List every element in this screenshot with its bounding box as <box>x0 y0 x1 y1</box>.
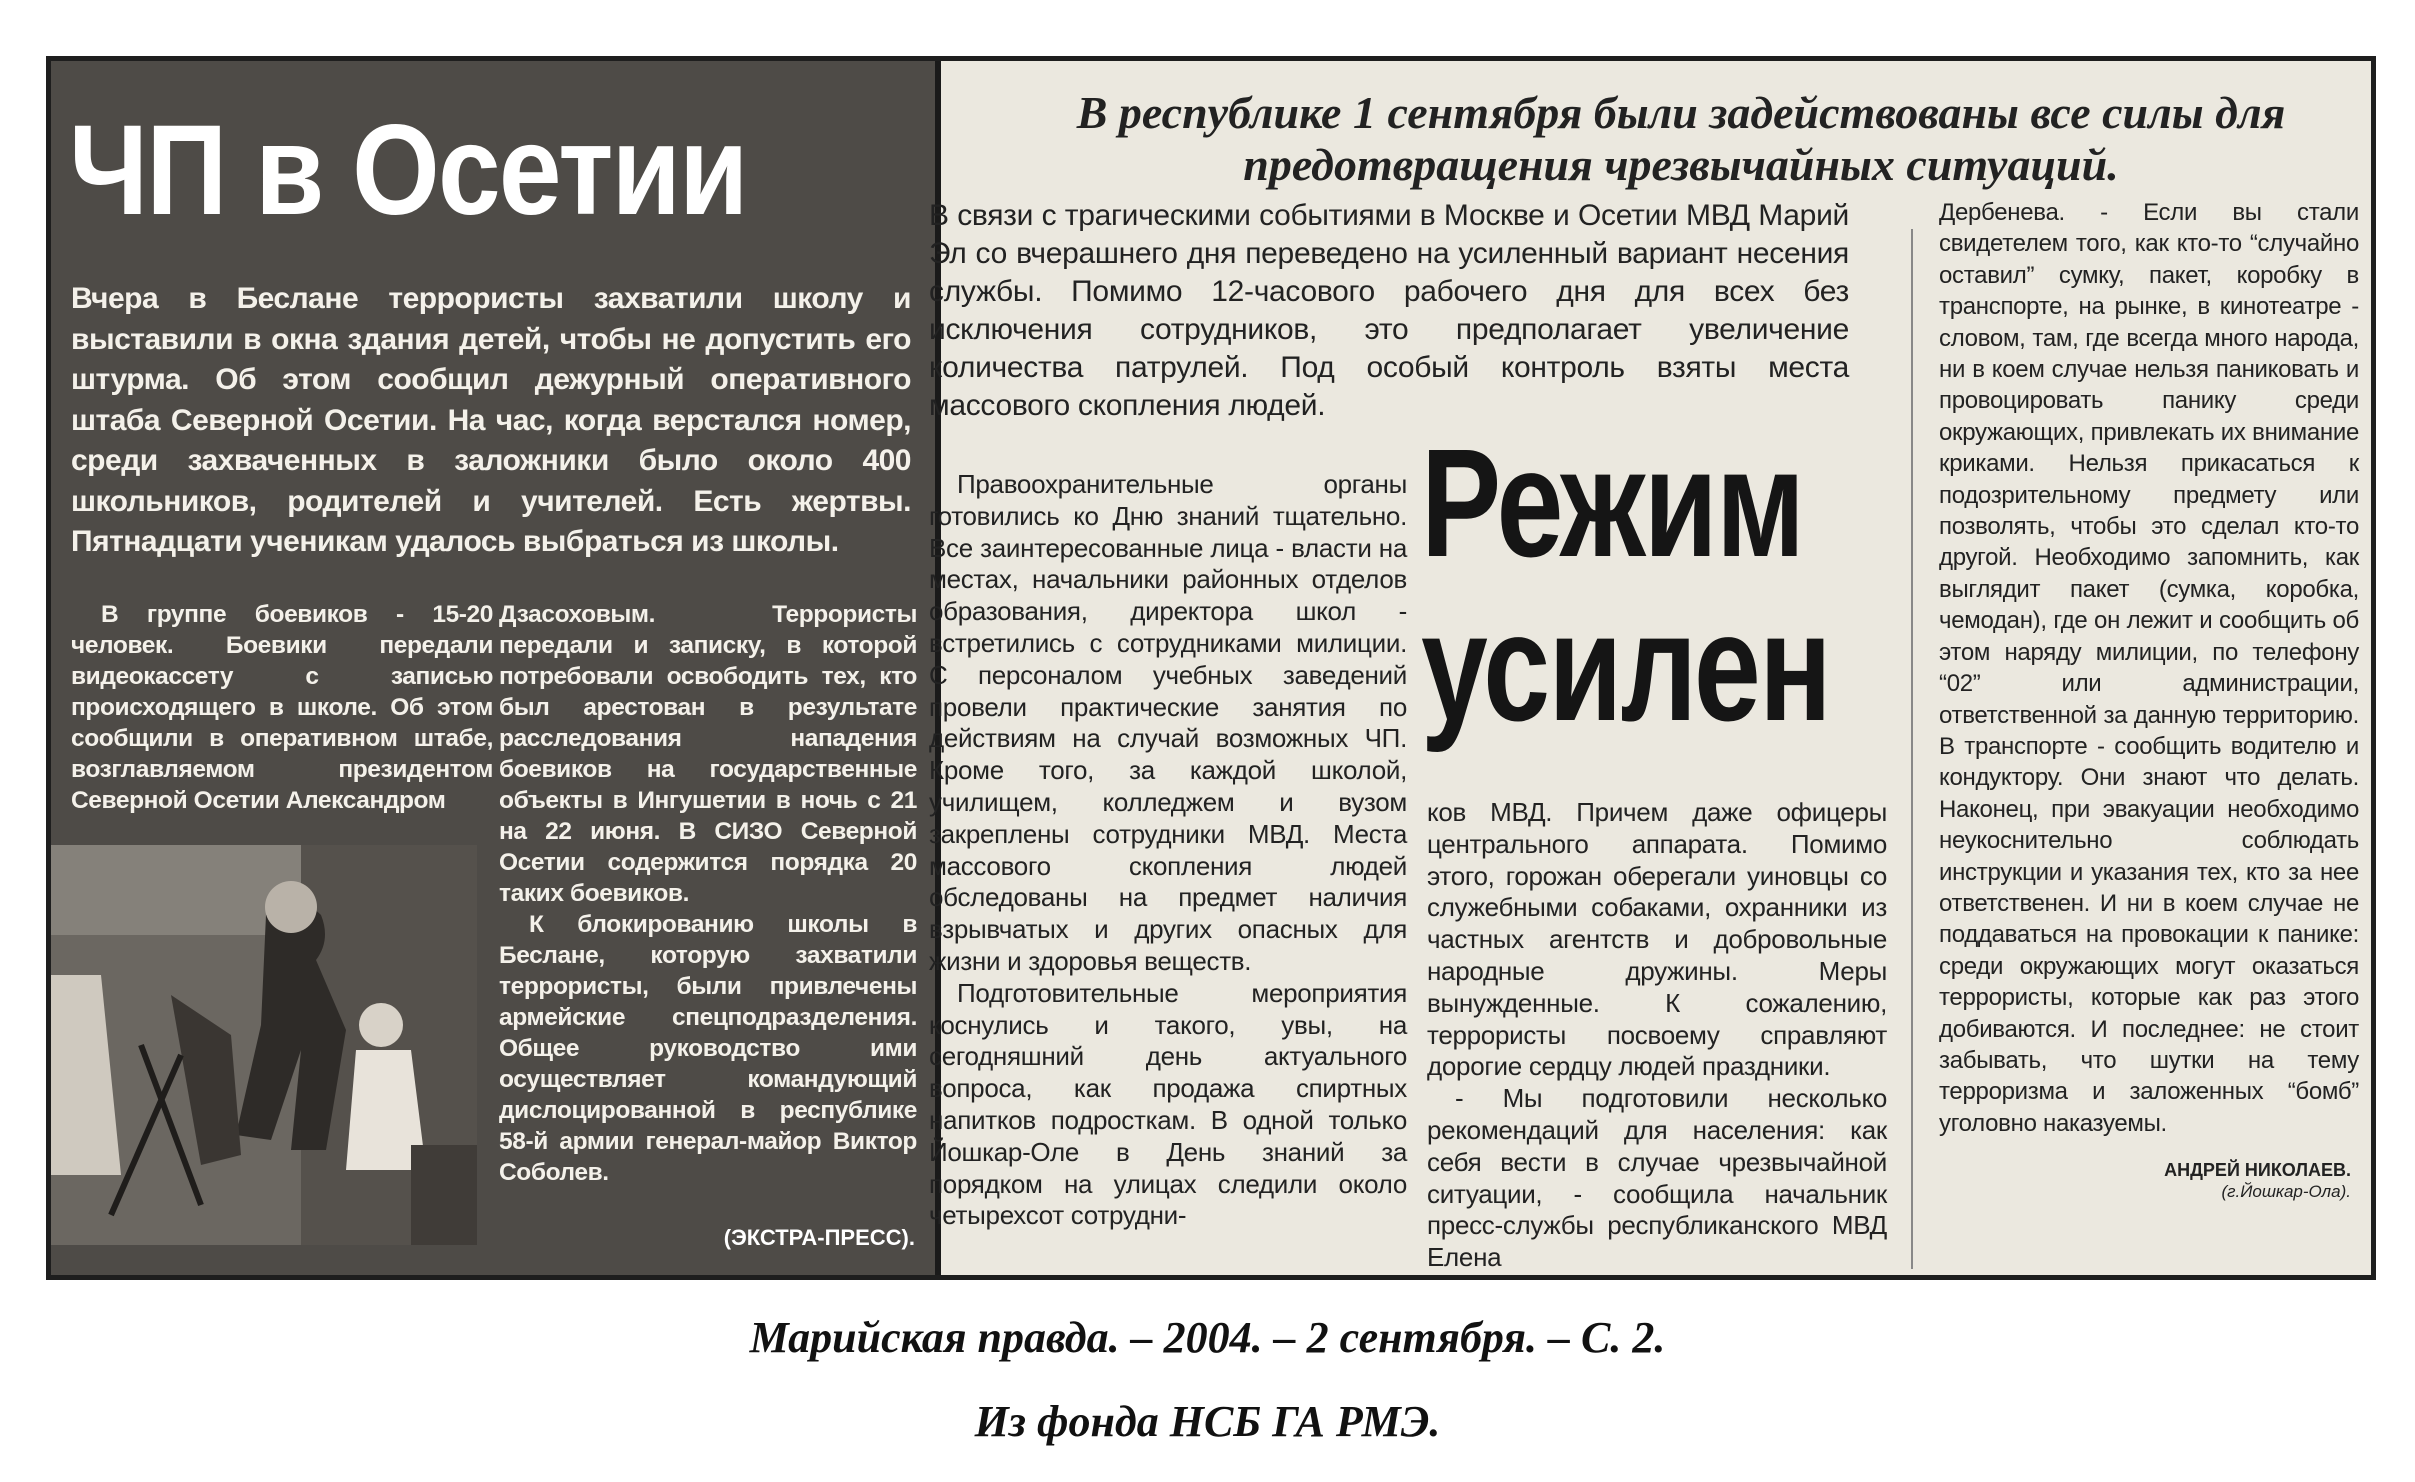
right-article-column-c <box>1939 197 2359 1139</box>
right-article-col-a-paragraph-2: Подготовительные мероприятия коснулись и такого, увы, на сегодняшний день актуального вопроса, как продажа спиртных напитков подросткам. В одной только Йошкар-Оле в День знаний за порядком на улицах следили около четырехсот сотрудни- <box>929 977 1407 1231</box>
news-photo-image <box>51 845 477 1245</box>
left-article-lead: Вчера в Беслане террористы захватили школу и выставили в окна здания детей, чтобы не допустить его штурма. Об этом сообщил дежурный оперативного штаба Северной Осетии. На час, когда верстался номер, среди захваченных в заложники было около 400 школьников, родителей и учителей. Есть жертвы. Пятнадцати ученикам удалось выбраться из школы. <box>71 282 911 558</box>
left-article-source: (ЭКСТРА-ПРЕСС). <box>723 1225 915 1250</box>
right-article-headline-line-2: усилен <box>1421 581 1831 753</box>
newspaper-clipping <box>46 56 2376 1280</box>
right-article-signature <box>2164 1159 2351 1203</box>
left-article-column-2 <box>499 599 917 1188</box>
right-article-col-b-paragraph-2: - Мы подготовили несколько рекомендаций для населения: как себя вести в случае чрезвычайной ситуации, - сообщила начальник пресс-службы республиканского МВД Елена <box>1427 1083 1887 1273</box>
right-article-col-a-paragraph-1: Правоохранительные органы готовились ко Дню знаний тщательно. Все заинтересованные лица - власти на местах, начальники районных отделов образования, директора школ - встретились с сотрудниками милиции. С персоналом учебных заведений провели практические занятия по действиям на случай возможных ЧП. Кроме того, за каждой школой, училищем, колледжем и вузом закреплены сотрудники МВД. Места массового скопления людей обследованы на предмет наличия взрывчатых и других опасных для жизни и здоровья веществ. <box>929 469 1407 976</box>
right-article-intro-text: В связи с трагическими событиями в Москве и Осетии МВД Марий Эл со вчерашнего дня переведено на усиленный вариант несения службы. Помимо 12-часового рабочего дня для всех без исключения сотрудников, это предполагает увеличение количества патрулей. Под особый контроль взяты места массового скопления людей. <box>929 199 1849 422</box>
left-article-column-1 <box>71 599 493 816</box>
right-article-headline-line-1: Режим <box>1421 417 1804 589</box>
caption-citation: Марийская правда. – 2004. – 2 сентября. – С. 2. <box>749 1313 1666 1362</box>
author-place: (г.Йошкар-Ола). <box>2221 1182 2351 1201</box>
right-article-intro <box>929 197 1849 425</box>
author-name: АНДРЕЙ НИКОЛАЕВ. <box>2164 1160 2351 1180</box>
column-divider <box>1911 229 1913 1269</box>
right-article-column-a <box>929 469 1407 1232</box>
right-article-column-b <box>1427 797 1887 1274</box>
left-article-col1-text: В группе боевиков - 15-20 человек. Боевики передали видеокассету с записью происходящего в школе. Об этом сообщили в оперативном штабе, возглавляемом президентом Северной Осетии Александром <box>71 601 493 814</box>
right-article-headline <box>1421 417 1873 753</box>
caption-archive: Из фонда НСБ ГА РМЭ. <box>974 1397 1441 1446</box>
left-article <box>51 61 941 1275</box>
right-article-col-b-paragraph-1: ков МВД. Причем даже офицеры центрального аппарата. Помимо этого, горожан оберегали уиновцы со служебными собаками, охранники из частных агентств и добровольные народные дружины. Меры вынужденные. К сожалению, террористы посвоему справляют дорогие сердцу людей праздники. <box>1427 797 1887 1082</box>
right-article-col-c-text: Дербенева. - Если вы стали свидетелем того, как кто-то “случайно оставил” сумку, пакет, коробку в транспорте, на рынке, в кинотеатре - словом, там, где всегда много народа, ни в коем случае нельзя паниковать и провоцировать панику среди окружающих, привлекать их внимание криками. Нельзя прикасаться к подозрительному предмету или позволять, чтобы это сделал кто-то другой. Необходимо запомнить, как выглядит пакет (сумка, коробка, чемодан), где он лежит и сообщить об этом наряду милиции, по телефону “02” или администрации, ответственной за данную территорию. В транспорте - сообщить водителю и кондуктору. Они знают что делать. Наконец, при эвакуации необходимо неукоснительно соблюдать инструкции и указания тех, кто за нее ответственен. И ни в коем случае не поддаваться на провокации к панике: среди окружающих могут оказаться террористы, которые как раз этого добиваются. И последнее: не стоит забывать, что шутки на тему терроризма и заложенных “бомб” уголовно наказуемы. <box>1939 199 2359 1137</box>
right-article-subheadline: В республике 1 сентября были задействованы все силы для предотвращения чрезвычайных ситуаций. <box>1076 87 2286 190</box>
left-article-col2-paragraph-1: Дзасоховым. Террористы передали и записку, в которой потребовали освободить тех, кто был арестован в результате расследования нападения боевиков на государственные объекты в Ингушетии в ночь с 21 на 22 июня. В СИЗО Северной Осетии содержится порядка 20 таких боевиков. <box>499 601 917 907</box>
left-article-col2-paragraph-2: К блокированию школы в Беслане, которую захватили террористы, были привлечены армейские спецподразделения. Общее руководство ими осуществляет командующий дислоцированной в республике 58-й армии генерал-майор Виктор Соболев. <box>499 911 917 1186</box>
left-article-headline: ЧП в Осетии <box>69 99 747 242</box>
news-photo <box>51 845 477 1245</box>
